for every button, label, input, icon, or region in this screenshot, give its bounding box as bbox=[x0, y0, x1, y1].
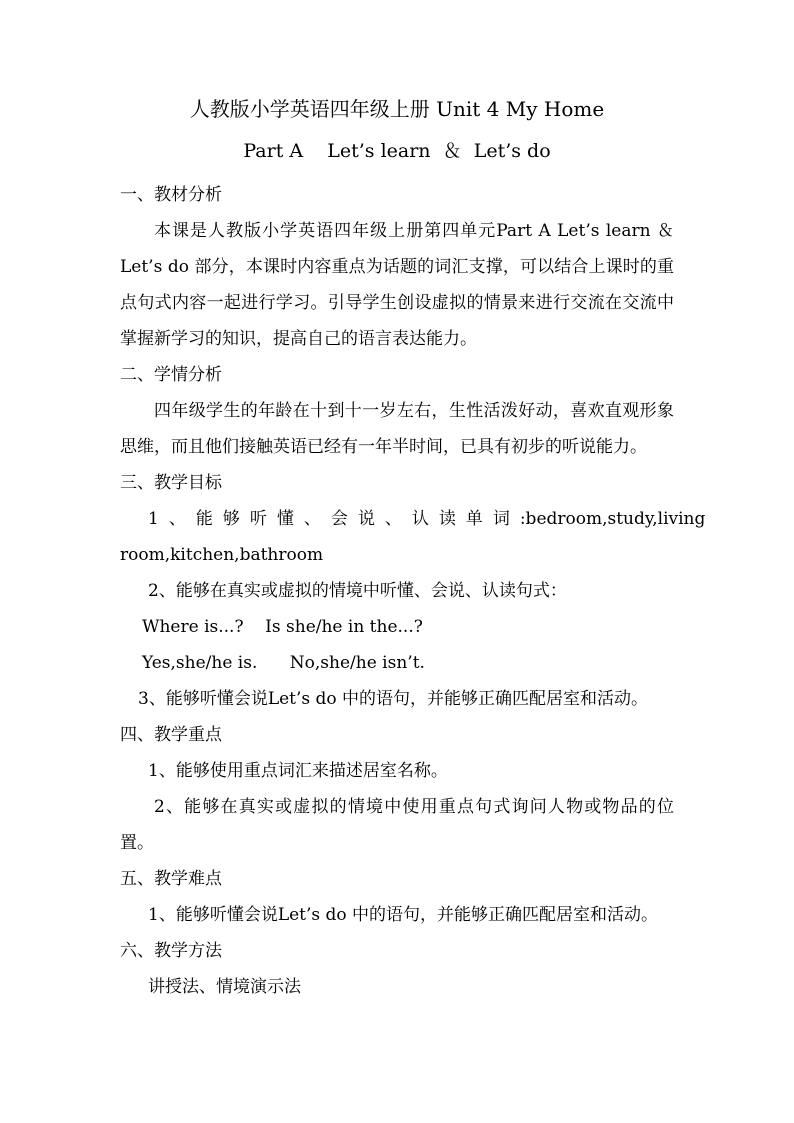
methods-paragraph: 讲授法、情境演示法 bbox=[148, 977, 301, 997]
objective-sentence-2: Yes,she/he is. No,she/he isn’t. bbox=[142, 653, 425, 673]
difficulty-item-1: 1、能够听懂会说Let’s do 中的语句，并能够正确匹配居室和活动。 bbox=[148, 905, 659, 925]
document-title: 人教版小学英语四年级上册 Unit 4 My Home bbox=[189, 97, 605, 121]
key-point-item-1: 1、能够使用重点词汇来描述居室名称。 bbox=[148, 761, 448, 781]
section-heading-difficulties: 五、教学难点 bbox=[120, 869, 222, 889]
section-heading-students: 二、学情分析 bbox=[120, 365, 222, 385]
objective-item-1-words: :bedroom,study,living bbox=[519, 509, 706, 529]
objective-sentence-1: Where is...? Is she/he in the...? bbox=[142, 617, 423, 637]
section-paragraph-students: 四年级学生的年龄在十到十一岁左右，生性活泼好动，喜欢直观形象思维，而且他们接触英语已经有一年半时间，已具有初步的听说能力。 bbox=[120, 401, 674, 457]
objective-item-1 bbox=[120, 501, 706, 537]
objective-item-1-continued: room,kitchen,bathroom bbox=[120, 545, 324, 565]
objective-item-3: 3、能够听懂会说Let’s do 中的语句，并能够正确匹配居室和活动。 bbox=[138, 689, 649, 709]
section-heading-materials: 一、教材分析 bbox=[120, 185, 222, 205]
objective-item-2: 2、能够在真实或虚拟的情境中听懂、会说、认读句式： bbox=[148, 581, 567, 601]
section-paragraph-materials: 本课是人教版小学英语四年级上册第四单元Part A Let’s learn ＆ Let’s do 部分，本课时内容重点为话题的词汇支撑，可以结合上课时的重点句式内容一起进行学习。引导学生创设虚拟的情景来进行交流在交流中掌握新学习的知识，提高自己的语言表达能力。 bbox=[120, 221, 674, 349]
objective-item-1-label: 1、能够听懂、会说、认读单词 bbox=[148, 509, 520, 529]
section-heading-objectives: 三、教学目标 bbox=[120, 473, 222, 493]
section-heading-key-points: 四、教学重点 bbox=[120, 725, 222, 745]
document-subtitle: Part A Let’s learn ＆ Let’s do bbox=[243, 140, 551, 162]
key-point-item-2: 2、能够在真实或虚拟的情境中使用重点句式询问人物或物品的位置。 bbox=[120, 797, 674, 853]
section-heading-methods: 六、教学方法 bbox=[120, 941, 222, 961]
